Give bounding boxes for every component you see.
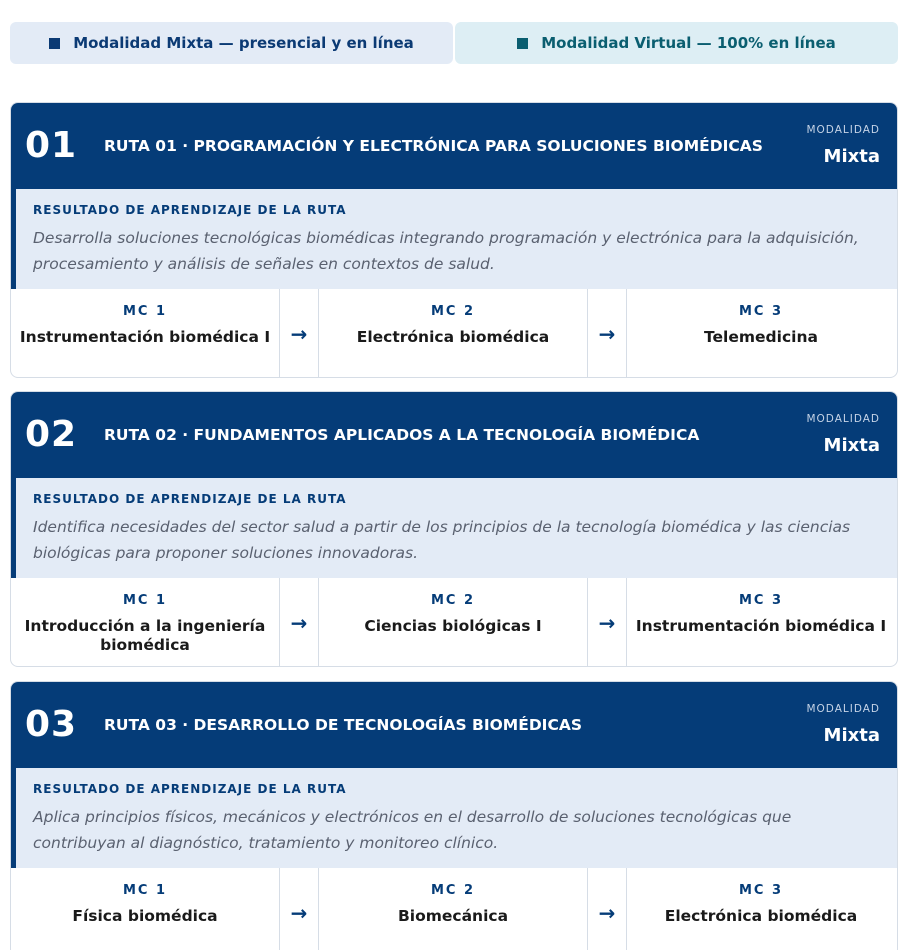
modality-label: MODALIDAD: [806, 703, 880, 715]
course-name: Instrumentación biomédica I: [635, 617, 887, 635]
course-name: Biomecánica: [397, 907, 509, 925]
course-code: MC 1: [122, 593, 168, 608]
legend-virtual-label: Modalidad Virtual — 100% en línea: [541, 34, 836, 52]
course-code: MC 1: [122, 304, 168, 319]
route-card-03: [10, 681, 898, 950]
outcome-text: Aplica principios físicos, mecánicos y electrónicos en el desarrollo de soluciones tecnológicas que contribuyan al diagnóstico, tratamiento y monitoreo clínico.: [33, 808, 792, 852]
route-outcome: [11, 768, 897, 868]
course-code: MC 2: [430, 593, 476, 608]
course-sequence: [11, 578, 897, 667]
arrow-right-icon: →: [279, 868, 319, 950]
course-name: Electrónica biomédica: [356, 328, 550, 346]
course-sequence: [11, 289, 897, 378]
arrow-right-icon: →: [279, 289, 319, 378]
arrow-right-icon: →: [279, 578, 319, 667]
course-mc3: [627, 289, 895, 378]
outcome-text: Identifica necesidades del sector salud a partir de los principios de la tecnología biomédica y las ciencias biológicas para proponer soluciones innovadoras.: [33, 518, 851, 562]
legend-mixta: [10, 22, 453, 64]
route-number: 01: [25, 125, 78, 166]
legend-virtual-square-icon: [517, 38, 528, 49]
modality-legend: [10, 22, 898, 64]
route-title: RUTA 01 · PROGRAMACIÓN Y ELECTRÓNICA PARA SOLUCIONES BIOMÉDICAS: [104, 137, 763, 155]
outcome-text: Desarrolla soluciones tecnológicas biomédicas integrando programación y electrónica para la adquisición, procesamiento y análisis de señales en contextos de salud.: [33, 229, 859, 273]
modality-label: MODALIDAD: [806, 124, 880, 136]
course-mc2: [319, 578, 587, 667]
course-mc1: [11, 868, 279, 950]
route-card-01: [10, 102, 898, 378]
course-code: MC 2: [430, 883, 476, 898]
arrow-right-icon: →: [587, 868, 627, 950]
modality-value: Mixta: [823, 146, 880, 167]
route-outcome: [11, 478, 897, 578]
arrow-right-icon: →: [587, 578, 627, 667]
route-title: RUTA 02 · FUNDAMENTOS APLICADOS A LA TECNOLOGÍA BIOMÉDICA: [104, 426, 700, 444]
outcome-label: RESULTADO DE APRENDIZAJE DE LA RUTA: [33, 203, 347, 217]
route-number: 03: [25, 704, 78, 745]
course-mc1: [11, 289, 279, 378]
route-header: [11, 392, 897, 478]
course-name: Instrumentación biomédica I: [19, 328, 271, 346]
course-code: MC 2: [430, 304, 476, 319]
outcome-label: RESULTADO DE APRENDIZAJE DE LA RUTA: [33, 492, 347, 506]
course-code: MC 3: [738, 304, 784, 319]
course-code: MC 3: [738, 593, 784, 608]
route-number: 02: [25, 414, 78, 455]
legend-mixta-label: Modalidad Mixta — presencial y en línea: [73, 34, 414, 52]
route-outcome: [11, 189, 897, 289]
route-header: [11, 103, 897, 189]
legend-virtual: [455, 22, 898, 64]
course-mc2: [319, 289, 587, 378]
legend-mixta-square-icon: [49, 38, 60, 49]
course-mc1: [11, 578, 279, 667]
course-mc3: [627, 868, 895, 950]
course-mc3: [627, 578, 895, 667]
course-name: Física biomédica: [72, 907, 218, 925]
route-title: RUTA 03 · DESARROLLO DE TECNOLOGÍAS BIOMÉDICAS: [104, 716, 582, 734]
outcome-label: RESULTADO DE APRENDIZAJE DE LA RUTA: [33, 782, 347, 796]
course-mc2: [319, 868, 587, 950]
course-sequence: [11, 868, 897, 950]
modality-value: Mixta: [823, 725, 880, 746]
arrow-right-icon: →: [587, 289, 627, 378]
course-name: Ciencias biológicas I: [364, 617, 542, 635]
modality-value: Mixta: [823, 435, 880, 456]
course-code: MC 3: [738, 883, 784, 898]
course-name: Telemedicina: [704, 328, 818, 346]
modality-label: MODALIDAD: [806, 413, 880, 425]
course-code: MC 1: [122, 883, 168, 898]
course-name: Electrónica biomédica: [664, 907, 858, 925]
route-card-02: [10, 391, 898, 667]
route-header: [11, 682, 897, 768]
course-name: Introducción a la ingeniería biomédica: [24, 617, 266, 654]
